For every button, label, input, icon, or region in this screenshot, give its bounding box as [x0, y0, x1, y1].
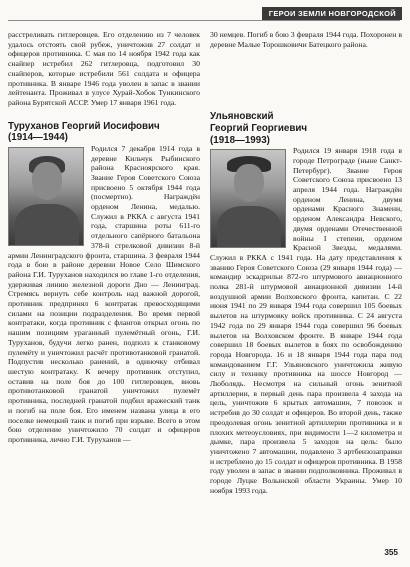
turukhanov-years: (1914—1944) [8, 132, 68, 144]
turukhanov-name: Туруханов Георгий Иосифович [8, 120, 160, 132]
ulyanovsky-name-line1: Ульяновский [210, 111, 274, 123]
ulyanovsky-portrait [210, 149, 286, 248]
right-column [210, 30, 402, 496]
ulyanovsky-years: (1918—1993) [210, 134, 270, 146]
left-intro-paragraph: расстреливать гитлеровцев. Его отделению из 7 человек удалось отстоять свой рубеж, уничтожив 27 солдат и офицеров противника. С мая по 14 ноября 1942 года как снайпер истребил 262 гитлеровца, подготовил 30 снайперов, которые истребили 561 солдата и офицера противника. В январе 1946 года уволен в запас в звании лейтенанта. Проживал в улусе Хурай-Хобок Тункинского района Бурятской АССР. Умер 17 января 1961 года. [8, 30, 200, 107]
portrait-uniform [15, 204, 79, 246]
portrait-face [32, 162, 62, 200]
ulyanovsky-name-line2: Георгий Георгиевич [210, 123, 308, 134]
header-rule [8, 20, 400, 21]
page-number: 355 [384, 548, 398, 557]
portrait-uniform [217, 206, 281, 248]
turukhanov-bio: Родился 7 декабря 1914 года в деревне Кильчук Рыбинского района Красноярского края. Звание Героя Советского Союза присвоено 5 октября 1944 года (посмертно). Награждён орденом Ленина, медалью. Служил в РККА с августа 1941 года, старшина роты 611-го отдельного сапёрного батальона 378-й стрелковой дивизии 8-й армии Ленинградского фронта, старшина. 3 февраля 1944 года в бою в районе деревни Новое Село Шимского района Г.И. Туруханов находился во главе 1-го отделения, удерживая линию железной дороги Дно — Ленинград. Стремясь вернуть себе контроль над важной дорогой, противник предпринял 6 контратак превосходящими силами на позиции подразделения. Во время первой контратаки, когда противник с флангов открыл огонь по нашим позициям ураганный пулемётный огонь, Г.И. Туруханов, будучи легко ранен, подполз к станковому пулемёту и уничтожил расчёт противотанковой гранатой. Подпустив несколько ранений, в одиночку отбивал шестую контратаку. К вечеру противник отступил, оставив на поле боя до 100 гитлеровцев, вновь противотанковой гранатой уничтожил пулемёт противника, последней гранатой подбил вражеский танк и погиб на поле боя. Его именем названа улица в его поселке немецкий танк и погиб при взрыве. Всего в этом бою отделение уничтожило 70 солдат и офицеров противника, лично Г.И. Туруханов — [8, 143, 200, 444]
section-title: ГЕРОИ ЗЕМЛИ НОВГОРОДСКОЙ [268, 9, 396, 18]
ulyanovsky-bio: Родился 19 января 1918 года в городе Петроградe (ныне Санкт-Петербург). Звание Героя Советского Союза присвоено 13 апреля 1944 года. Награждён орденом Ленина, двумя орденами Красного Знамени, орденом Александра Невского, двумя орденами Отечественной войны I степени, орденом Красной Звезды, медалями. Служил в РККА с 1941 года. На дату представления к званию Героя Советского Союза (29 января 1944 года) — командир эскадрильи 872-го штурмового авиационного полка 281-й штурмовой авиационной дивизии 14-й воздушной армии Волховского фронта, капитан. С 22 июня 1941 по 29 января 1944 года совершил 105 боевых вылетов на штурмовку войск противника. С 24 августа 1942 года по 29 января 1944 года совершил 96 боевых вылетов на Волховском фронте. В январе 1944 года совершил 18 боевых вылетов в боях по освобождению города Новгорода. 16 и 18 января 1944 года пара под командованием Г.Г. Ульяновского уничтожила живую силу и технику противника на шоссе Новгород — Люболядь. Несмотря на сильный огонь зенитной артиллерии, в первый день пара произвела 4 захода на цель, уничтожив 6 крытых автомашин, 7 повозок и истребив до 30 солдат и офицеров. Во второй день, также преодолевая огонь зенитной артиллерии противника и в плохих метеоусловиях, при видимости 1—2 километра и дымке, пара произвела 5 заходов на цель: было уничтожено 7 автомашин, подавлено 3 артбензозаправки и истреблено до 15 солдат и офицеров противника. В 1958 году уволен в запас в звании подполковника. Проживал в городе Луцке Волынской области Украины. Умер 10 ноября 1993 года. [210, 146, 402, 495]
turukhanov-portrait [8, 147, 84, 246]
portrait-face [234, 164, 264, 202]
right-continued-paragraph: 30 немцев. Погиб в бою 3 февраля 1944 года. Похоронен в деревне Малые Торошковичи Батецкого района. [210, 30, 402, 49]
left-column [8, 30, 200, 445]
